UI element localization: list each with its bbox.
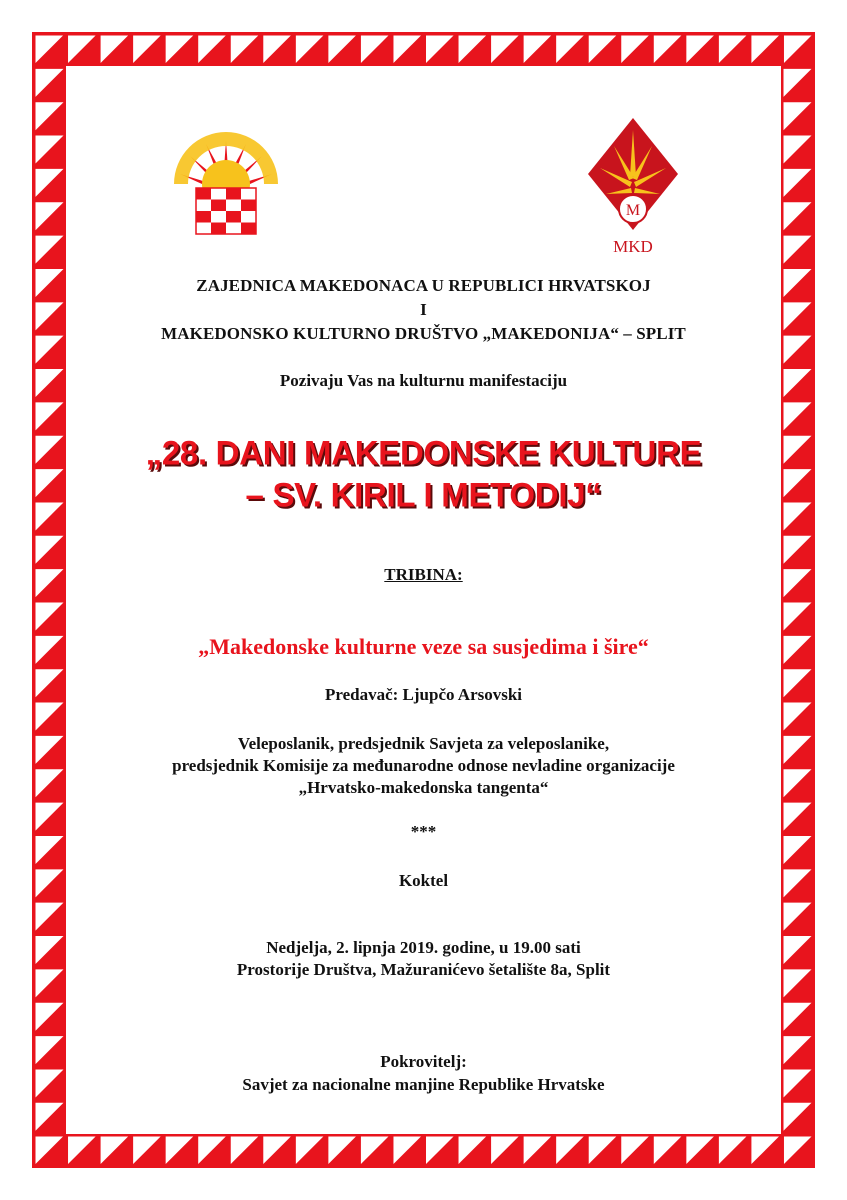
mkd-society-emblem <box>584 116 682 256</box>
org-conjunction: I <box>420 300 427 319</box>
bio-line-3: „Hrvatsko-makedonska tangenta“ <box>298 778 549 797</box>
bio-line-2: predsjednik Komisije za međunarodne odnose nevladine organizacije <box>172 756 675 775</box>
org-line-2: MAKEDONSKO KULTURNO DRUŠTVO „MAKEDONIJA“ – SPLIT <box>161 324 686 343</box>
sponsor-name: Savjet za nacionalne manjine Republike Hrvatske <box>242 1075 605 1094</box>
invitation-text: Pozivaju Vas na kulturnu manifestaciju <box>279 371 568 390</box>
event-venue: Prostorije Društva, Mažuranićevo šetalište 8a, Split <box>236 960 611 979</box>
separator: *** <box>410 822 437 841</box>
org-line-1: ZAJEDNICA MAKEDONACA U REPUBLICI HRVATSKOJ <box>196 276 651 295</box>
section-label: TRIBINA: <box>384 565 463 584</box>
lecturer: Predavač: Ljupčo Arsovski <box>324 685 523 704</box>
reception: Koktel <box>398 871 449 890</box>
checkerboard-icon <box>196 188 256 234</box>
community-sun-logo <box>170 128 282 240</box>
event-datetime: Nedjelja, 2. lipnja 2019. godine, u 19.00 sati <box>266 938 581 957</box>
event-title-line-2: – SV. KIRIL I METODIJ“ <box>245 475 602 514</box>
emblem-letter: M <box>625 202 641 219</box>
sponsor-label: Pokrovitelj: <box>380 1052 467 1071</box>
event-title-line-1: „28. DANI MAKEDONSKE KULTURE <box>145 433 702 472</box>
emblem-caption: MKD <box>613 237 653 256</box>
lecture-topic: „Makedonske kulturne veze sa susjedima i šire“ <box>198 634 649 659</box>
bio-line-1: Veleposlanik, predsjednik Savjeta za veleposlanike, <box>237 734 610 753</box>
